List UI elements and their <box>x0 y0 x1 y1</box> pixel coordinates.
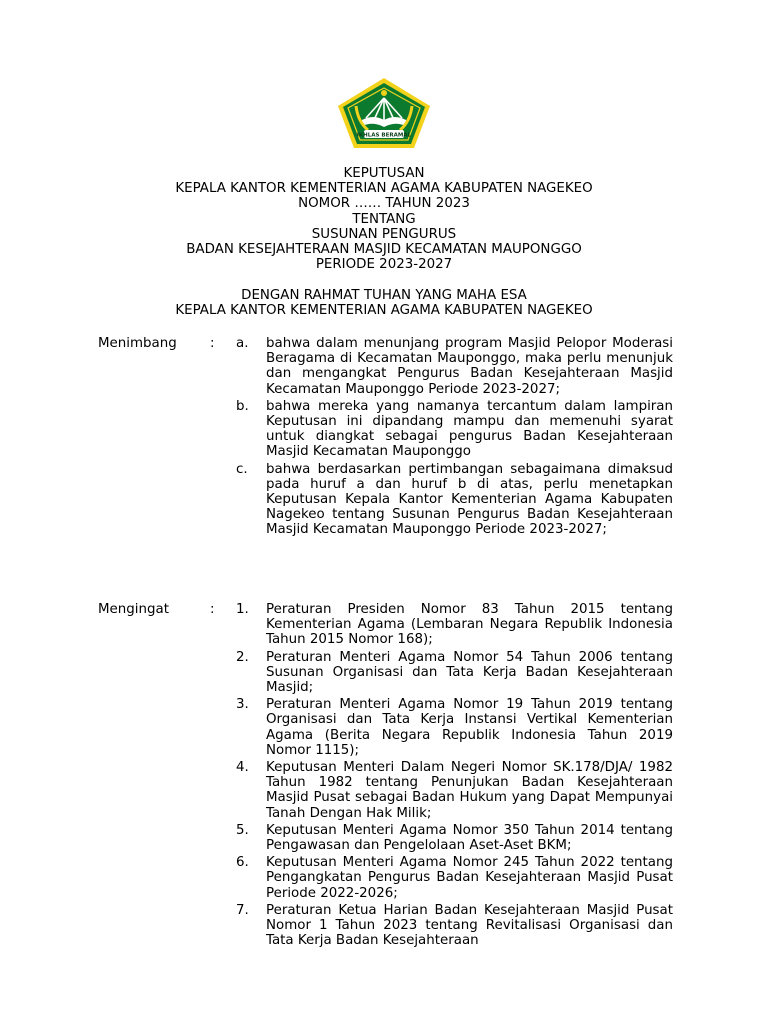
section-label: Mengingat <box>98 602 169 617</box>
item-marker: 2. <box>236 649 249 665</box>
list-item <box>98 462 673 538</box>
header-title: KEPUTUSAN <box>343 166 425 181</box>
section-colon: : <box>210 336 215 351</box>
item-text: Keputusan Menteri Agama Nomor 350 Tahun 2014 tentang Pengawasan dan Pengelolaan Aset-Aset BKM; <box>266 822 673 854</box>
list-item <box>98 903 673 949</box>
list-item <box>98 336 673 397</box>
item-marker: 1. <box>236 602 249 617</box>
list-item <box>98 399 673 460</box>
list-item <box>98 760 673 821</box>
item-marker: a. <box>236 336 249 351</box>
menimbang-section <box>98 336 673 540</box>
item-text: Peraturan Presiden Nomor 83 Tahun 2015 tentang Kementerian Agama (Lembaran Negara Republik Indonesia Tahun 2015 Nomor 168); <box>266 602 673 648</box>
header-issuer: KEPALA KANTOR KEMENTERIAN AGAMA KABUPATEN NAGEKEO <box>175 181 593 197</box>
header-subject-2: BADAN KESEJAHTERAAN MASJID KECAMATAN MAUPONGGO <box>186 242 582 258</box>
item-text: bahwa berdasarkan pertimbangan sebagaimana dimaksud pada huruf a dan huruf b di atas, perlu menetapkan Keputusan Kepala Kantor Kementerian Agama Kabupaten Nagekeo tentang Susunan Pengurus Badan Kesejahteraan Masjid Kecamatan Mauponggo Periode 2023-2027; <box>266 461 673 538</box>
header-tentang: TENTANG <box>352 211 416 227</box>
item-marker: c. <box>236 461 248 477</box>
list-item <box>98 602 673 648</box>
svg-text:IKHLAS BERAMAL: IKHLAS BERAMAL <box>356 132 412 139</box>
section-label: Menimbang <box>98 336 177 351</box>
item-text: bahwa mereka yang namanya tercantum dalam lampiran Keputusan ini dipandang mampu dan memenuhi syarat untuk diangkat sebagai pengurus Badan Kesejahteraan Masjid Kecamatan Mauponggo <box>266 398 673 460</box>
item-text: bahwa dalam menunjang program Masjid Pelopor Moderasi Beragama di Kecamatan Mauponggo, maka perlu menunjuk dan mengangkat Pengurus Badan Kesejahteraan Masjid Kecamatan Mauponggo Periode 2023-2027; <box>266 336 673 397</box>
emblem-icon <box>336 76 432 150</box>
item-marker: 6. <box>236 855 249 871</box>
item-marker: 7. <box>236 902 249 918</box>
item-text: Peraturan Menteri Agama Nomor 19 Tahun 2019 tentang Organisasi dan Tata Kerja Instansi Vertikal Kementerian Agama (Berita Negara Republik Indonesia Tahun 2019 Nomor 1115); <box>266 697 673 758</box>
mengingat-section <box>98 602 673 950</box>
list-item <box>98 855 673 901</box>
item-marker: 3. <box>236 697 249 713</box>
item-text: Keputusan Menteri Agama Nomor 245 Tahun 2022 tentang Pengangkatan Pengurus Badan Kesejahteraan Masjid Pusat Periode 2022-2026; <box>266 855 673 901</box>
header-number: NOMOR …… TAHUN 2023 <box>298 196 470 212</box>
item-marker: 5. <box>236 822 249 838</box>
header-period: PERIODE 2023-2027 <box>315 257 453 273</box>
section-colon: : <box>210 602 215 617</box>
list-item <box>98 650 673 696</box>
document-header <box>0 166 768 318</box>
salutation-line-1: DENGAN RAHMAT TUHAN YANG MAHA ESA <box>241 287 527 303</box>
header-subject-1: SUSUNAN PENGURUS <box>311 226 457 242</box>
item-marker: b. <box>236 398 249 414</box>
item-marker: 4. <box>236 760 249 776</box>
item-text: Peraturan Menteri Agama Nomor 54 Tahun 2006 tentang Susunan Organisasi dan Tata Kerja Badan Kesejahteraan Masjid; <box>266 649 673 696</box>
list-item <box>98 823 673 853</box>
item-text: Keputusan Menteri Dalam Negeri Nomor SK.178/DJA/ 1982 Tahun 1982 tentang Penunjukan Badan Kesejahteraan Masjid Pusat sebagai Badan Hukum yang Dapat Mempunyai Tanah Dengan Hak Milik; <box>266 760 673 821</box>
kementerian-agama-logo <box>336 76 432 150</box>
item-text: Peraturan Ketua Harian Badan Kesejahteraan Masjid Pusat Nomor 1 Tahun 2023 tentang Revitalisasi Organisasi dan Tata Kerja Badan Kesejahteraan <box>266 902 673 949</box>
salutation-line-2: KEPALA KANTOR KEMENTERIAN AGAMA KABUPATEN NAGEKEO <box>175 302 593 318</box>
list-item <box>98 697 673 758</box>
